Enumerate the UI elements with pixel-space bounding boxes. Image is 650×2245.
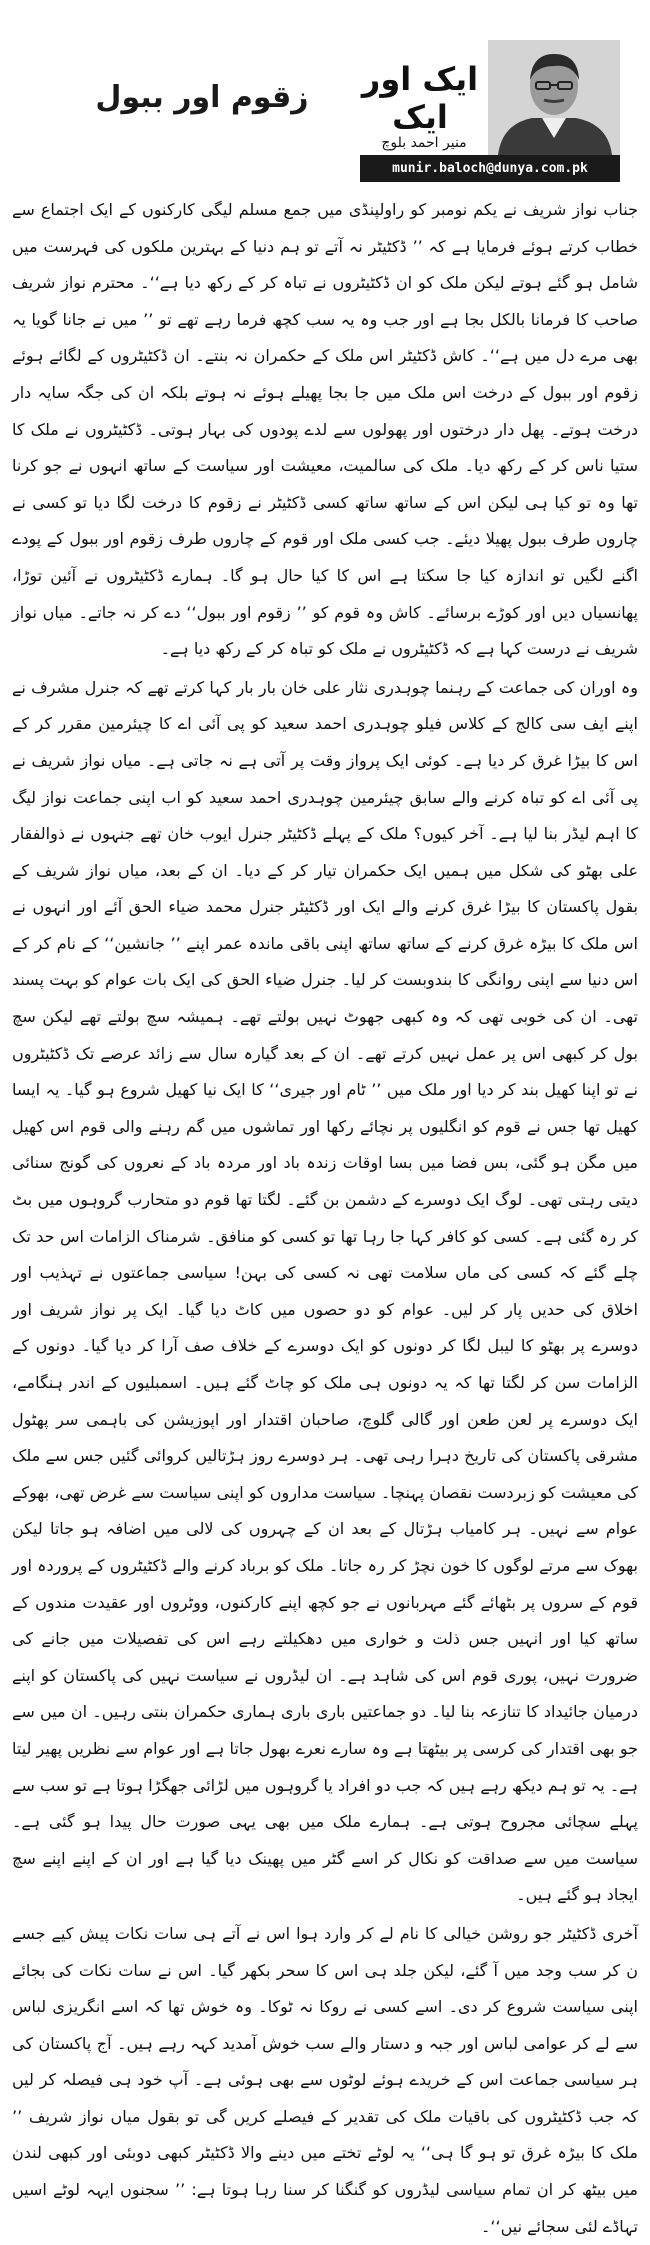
author-portrait-icon xyxy=(488,40,620,155)
paragraph: جناب نواز شریف نے یکم نومبر کو راولپنڈی میں جمع مسلم لیگی کارکنوں کے ایک اجتماع سے خطاب کرتے ہوئے فرمایا ہے کہ ’’ ڈکٹیٹر نہ آتے تو ہم دنیا کے بہترین ملکوں کی فہرست میں شامل ہو گئے ہوتے لیکن ملک کو ان ڈکٹیٹروں نے تباہ کر کے رکھ دیا ہے‘‘۔ محترم نواز شریف صاحب کا فرمانا بالکل بجا ہے اور جب وہ یہ سب کچھ فرما رہے تھے تو ’’ میں نے جانا گویا یہ بھی مرے دل میں ہے‘‘۔ کاش ڈکٹیٹر اس ملک کے حکمران نہ بنتے۔ ان ڈکٹیٹروں کے لگائے ہوئے زقوم اور ببول کے درخت اس ملک میں جا بجا پھیلے ہوئے نہ ہوتے بلکہ ان کی جگہ سایہ دار درخت ہوتے۔ پھل دار درختوں اور پھولوں سے لدے پودوں کی بہار ہوتی۔ ڈکٹیٹروں نے ملک کا ستیا ناس کر کے رکھ دیا۔ ملک کی سالمیت، معیشت اور سیاست کے ساتھ انہوں نے جو کرنا تھا وہ تو کیا ہی لیکن اس کے ساتھ ساتھ کسی ڈکٹیٹر نے زقوم کا درخت لگا دیا تو کسی نے چاروں طرف ببول پھیلا دیئے۔ جب کسی ملک اور قوم کے چاروں طرف زقوم اور ببول کے پودے اگنے لگیں تو اندازہ کیا جا سکتا ہے اس کا کیا حال ہو گا۔ ہمارے ڈکٹیٹروں نے آئین توڑا، پھانسیاں دیں اور کوڑے برسائے۔ کاش وہ قوم کو ’’ زقوم اور ببول‘‘ دے کر نہ جاتے۔ میاں نواز شریف نے درست کہا ہے کہ ڈکٹیٹروں نے ملک کو تباہ کر کے رکھ دیا ہے۔ xyxy=(12,200,638,659)
author-photo xyxy=(488,40,620,155)
column-title: ایک اور ایک xyxy=(361,60,479,136)
paragraph: آخری ڈکٹیٹر جو روشن خیالی کا نام لے کر وارد ہوا اس نے آتے ہی سات نکات پیش کیے جسے ن کر سب وجد میں آ گئے، لیکن جلد ہی اس کا سحر بکھر گیا۔ اس نے سات نکات کی بجائے اپنی سیاست شروع کر دی۔ اسے کسی نے روکا نہ ٹوکا۔ وہ خوش تھا کہ اسے انگریزی لباس سے لے کر عوامی لباس اور جبہ و دستار والے سب خوش آمدید کہہ رہے ہیں۔ آج پاکستان کی ہر سیاسی جماعت اس کے خریدے ہوئے لوٹوں سے بھی ہوئی ہے۔ آپ خود ہی فیصلہ کر لیں کہ جب ڈکٹیٹروں کی باقیات ملک کی تقدیر کے فیصلے کریں گی تو بقول میاں نواز شریف ’’ ملک کا بیڑہ غرق تو ہو گا ہی‘‘ یہ لوٹے تختے میں دینے والا ڈکٹیٹر کبھی دوبئی اور کبھی لندن میں بیٹھ کر ان تمام سیاسی لیڈروں کو گنگنا کر سنا رہا ہوتا ہے: ’’ سجنوں ایہہ لوٹے اسیں تہاڈے لئی سجائے نیں‘‘۔ xyxy=(12,1923,638,2236)
article-body xyxy=(12,192,638,2236)
paragraph: وہ اوران کی جماعت کے رہنما چوہدری نثار علی خان بار بار کہا کرتے تھے کہ جنرل مشرف نے اپنے ایف سی کالج کے کلاس فیلو چوہدری احمد سعید کو پی آئی اے کا چیئرمین مقرر کر کے اس کا بیڑا غرق کر دیا ہے۔ کوئی ایک پرواز وقت پر آتی ہے نہ جاتی ہے۔ میاں نواز شریف نے پی آئی اے کو تباہ کرنے والے سابق چیئرمین چوہدری احمد سعید کو اب اپنی جماعت نواز لیگ کا اہم لیڈر بنا لیا ہے۔ آخر کیوں؟ ملک کے پہلے ڈکٹیٹر جنرل ایوب خان تھے جنہوں نے ذوالفقار علی بھٹو کی شکل میں ہمیں ایک حکمران تیار کر کے دیا۔ ان کے بعد، میاں نواز شریف کے بقول پاکستان کا بیڑا غرق کرنے والے ایک اور ڈکٹیٹر جنرل محمد ضیاء الحق آئے اور انہوں نے اس ملک کا بیڑہ غرق کرنے کے ساتھ ساتھ اپنی باقی ماندہ عمر اپنے ’’ جانشین‘‘ کے نام کر کے اس دنیا سے اپنی روانگی کا بندوبست کر لیا۔ جنرل ضیاء الحق کی ایک بات عوام کو بہت پسند تھی۔ ان کی خوبی تھی کہ وہ کبھی جھوٹ نہیں بولتے تھے۔ ہمیشہ سچ بولتے تھے لیکن سچ بول کر کبھی اس پر عمل نہیں کرتے تھے۔ ان کے بعد گیارہ سال سے زائد عرصے تک ڈکٹیٹروں نے تو اپنا کھیل بند کر دیا اور ملک میں ’’ ٹام اور جیری‘‘ کا ایک نیا کھیل شروع ہو گیا۔ یہ ایسا کھیل تھا جس نے قوم کو انگلیوں پر نچائے رکھا اور تماشوں میں گم رہنے والی قوم اس کھیل میں مگن ہو گئی، بس فضا میں بسا اوقات زندہ باد اور مردہ باد کے نعروں کی گونج سنائی دیتی رہتی تھی۔ لوگ ایک دوسرے کے دشمن بن گئے۔ لگتا تھا قوم دو متحارب گروہوں میں بٹ کر رہ گئی ہے۔ کسی کو کافر کہا جا رہا تھا تو کسی کو منافق۔ شرمناک الزامات اس حد تک چلے گئے کہ کسی کی ماں سلامت تھی نہ کسی کی بہن! سیاسی جماعتوں نے تہذیب اور اخلاق کی حدیں پار کر لیں۔ عوام کو دو حصوں میں کاٹ دیا گیا۔ ایک پر نواز شریف اور دوسرے پر بھٹو کا لیبل لگا کر دونوں کو ایک دوسرے کے خلاف صف آرا کر دیا گیا۔ دونوں کے الزامات سن کر لگتا تھا کہ یہ دونوں ہی ملک کو چاٹ گئے ہیں۔ اسمبلیوں کے اندر ہنگامے، ایک دوسرے پر لعن طعن اور گالی گلوچ، صاحبان اقتدار اور اپوزیشن کی باہمی سر پھٹول مشرقی پاکستان کی تاریخ دہرا رہی تھی۔ ہر دوسرے روز ہڑتالیں کروائی گئیں جس سے ملک کی معیشت کو زبردست نقصان پہنچا۔ سیاست مداروں کو اپنی سیاست سے غرض تھی، بھوکے عوام سے نہیں۔ ہر کامیاب ہڑتال کے بعد ان کے چہروں کی لالی میں اضافہ ہو جاتا لیکن بھوک سے مرتے لوگوں کا خون نچڑ کر رہ جاتا۔ ملک کو برباد کرنے والے ڈکٹیٹروں کے پروردہ اور قوم کے سروں پر بٹھائے گئے مہربانوں نے جو کچھ اپنے کارکنوں، ووٹروں اور عقیدت مندوں کے ساتھ کیا اور انہیں جس ذلت و خواری میں دھکیلتے رہے اس کی تفصیلات میں جانے کی ضرورت نہیں، پوری قوم اس کی شاہد ہے۔ ان لیڈروں نے سیاست نہیں کی پاکستان کو اپنے درمیان جائیداد کا تنازعہ بنا لیا۔ دو جماعتیں باری باری ہماری حکمران بنتی رہیں۔ ان میں سے جو بھی اقتدار کی کرسی پر بیٹھتا ہے وہ سارے نعرے بھول جاتا ہے اور عوام سے نظریں پھیر لیتا ہے۔ یہ تو ہم دیکھ رہے ہیں کہ جب دو افراد یا گروہوں میں لڑائی جھگڑا ہوتا ہے تو سب سے پہلے سچائی مجروح ہوتی ہے۔ ہمارے ملک میں بھی یہی صورت حال پیدا ہو گئی ہے۔ سیاست میں سے صداقت کو نکال کر اسے گٹر میں پھینک دیا گیا ہے اور ان کے اپنے اپنے سچ ایجاد ہو گئے ہیں۔ xyxy=(12,677,638,1905)
author-name: منیر احمد بلوچ xyxy=(381,135,467,151)
author-email: munir.baloch@dunya.com.pk xyxy=(360,155,620,182)
column-card xyxy=(360,40,620,182)
headline: زقوم اور ببول xyxy=(95,80,309,115)
column-header xyxy=(0,0,650,190)
